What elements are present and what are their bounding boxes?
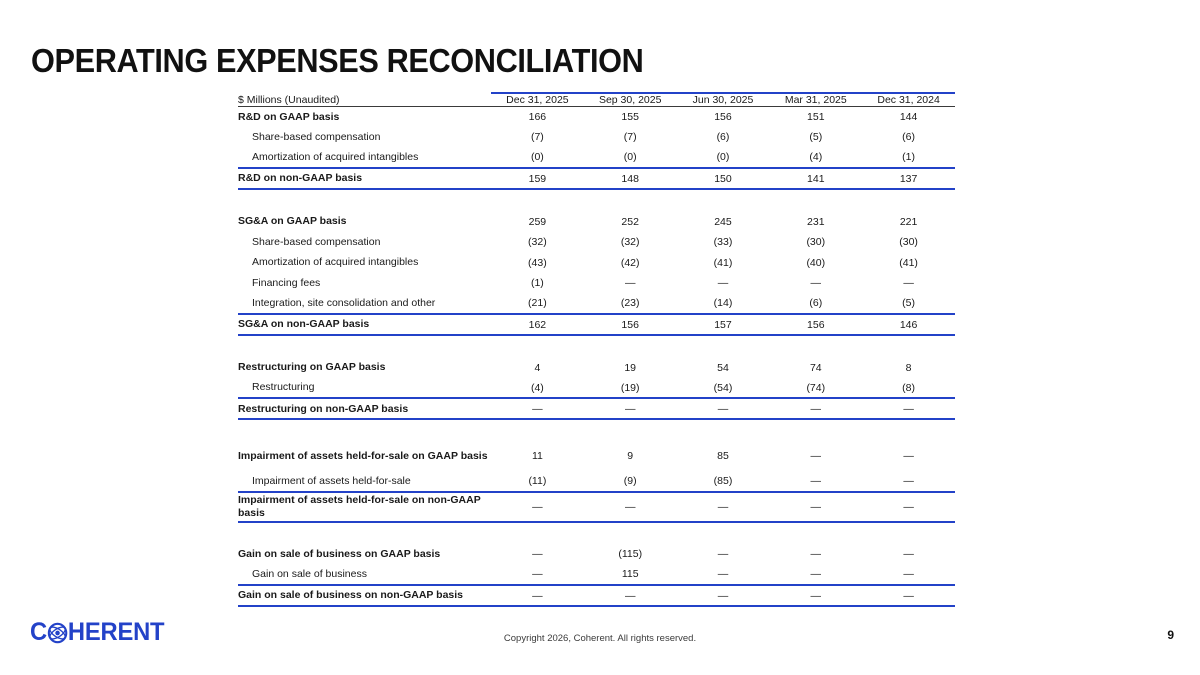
row-value: (1) bbox=[530, 277, 544, 290]
row-value: (6) bbox=[716, 131, 730, 144]
row-value: (19) bbox=[620, 381, 640, 394]
row-label: Financing fees bbox=[252, 276, 321, 289]
row-value: (32) bbox=[620, 236, 640, 249]
row-value: 148 bbox=[584, 168, 677, 189]
row-value: — bbox=[624, 277, 636, 290]
row-value: (33) bbox=[713, 236, 733, 249]
row-value: — bbox=[532, 548, 543, 561]
table-row bbox=[238, 252, 955, 273]
row-label: Gain on sale of business on GAAP basis bbox=[238, 547, 441, 560]
table-row bbox=[238, 357, 955, 378]
row-label: R&D on non-GAAP basis bbox=[238, 168, 491, 189]
table-row bbox=[238, 565, 955, 586]
row-label: Gain on sale of business on non-GAAP basis bbox=[238, 585, 491, 606]
row-label: Integration, site consolidation and other bbox=[252, 297, 436, 310]
row-value: (6) bbox=[809, 297, 823, 310]
row-value: 150 bbox=[677, 168, 770, 189]
row-value: — bbox=[769, 585, 862, 606]
table-spacer-row bbox=[238, 419, 955, 441]
row-value: 159 bbox=[491, 168, 584, 189]
row-value: (85) bbox=[713, 475, 733, 488]
table-spacer-row bbox=[238, 189, 955, 211]
reconciliation-table-container bbox=[238, 92, 955, 607]
row-value: 9 bbox=[627, 450, 634, 463]
row-value: — bbox=[903, 450, 914, 463]
row-value: — bbox=[769, 492, 862, 522]
row-value: — bbox=[862, 585, 955, 606]
row-value: — bbox=[903, 568, 914, 581]
row-value: — bbox=[677, 492, 770, 522]
row-label: Restructuring on non-GAAP basis bbox=[238, 398, 491, 419]
row-value: 259 bbox=[528, 215, 547, 228]
row-value: (5) bbox=[902, 297, 916, 310]
row-value: (30) bbox=[899, 236, 918, 249]
table-row bbox=[238, 232, 955, 253]
row-value: (41) bbox=[899, 256, 918, 269]
row-value: — bbox=[769, 398, 862, 419]
table-spacer-row bbox=[238, 522, 955, 544]
table-row bbox=[238, 294, 955, 315]
spacer-cell bbox=[238, 189, 955, 211]
row-value: 156 bbox=[584, 314, 677, 335]
row-value: (11) bbox=[528, 475, 547, 488]
row-value: (115) bbox=[618, 548, 643, 561]
row-value: 85 bbox=[717, 450, 729, 463]
row-label: Amortization of acquired intangibles bbox=[252, 151, 419, 164]
row-value: (1) bbox=[902, 151, 916, 164]
row-label: Gain on sale of business bbox=[252, 568, 367, 581]
row-value: 144 bbox=[899, 111, 918, 124]
row-value: 252 bbox=[621, 215, 639, 228]
row-value: (6) bbox=[902, 131, 916, 144]
row-value: — bbox=[810, 450, 822, 463]
row-value: (0) bbox=[623, 151, 637, 164]
row-value: — bbox=[532, 568, 543, 581]
column-header-period: Dec 31, 2025 bbox=[491, 93, 584, 107]
logo-text-after: HERENT bbox=[67, 617, 165, 646]
row-value: (8) bbox=[902, 381, 916, 394]
row-value: 11 bbox=[531, 450, 543, 463]
row-label: Share-based compensation bbox=[252, 235, 381, 248]
row-value: (5) bbox=[809, 131, 823, 144]
table-header-row bbox=[238, 93, 955, 107]
row-label: R&D on GAAP basis bbox=[238, 110, 340, 123]
table-row bbox=[238, 441, 955, 471]
row-label: Restructuring on GAAP basis bbox=[238, 361, 386, 374]
row-label: SG&A on GAAP basis bbox=[238, 215, 347, 228]
row-value: — bbox=[717, 277, 729, 290]
row-value: — bbox=[903, 277, 914, 290]
row-value: — bbox=[717, 568, 729, 581]
row-value: — bbox=[717, 548, 729, 561]
row-value: 54 bbox=[717, 361, 729, 374]
row-value: 141 bbox=[769, 168, 862, 189]
row-value: — bbox=[810, 475, 822, 488]
page-number: 9 bbox=[1167, 628, 1174, 642]
table-body bbox=[238, 93, 955, 606]
row-value: — bbox=[810, 277, 822, 290]
row-value: — bbox=[903, 475, 914, 488]
row-value: (4) bbox=[809, 151, 823, 164]
row-value: 4 bbox=[534, 361, 541, 374]
row-label: Restructuring bbox=[252, 381, 315, 394]
row-value: (21) bbox=[528, 297, 547, 310]
row-value: (4) bbox=[530, 381, 544, 394]
column-header-period: Dec 31, 2024 bbox=[862, 93, 955, 107]
row-value: — bbox=[491, 492, 584, 522]
row-value: — bbox=[862, 492, 955, 522]
table-row bbox=[238, 471, 955, 492]
column-header-label: $ Millions (Unaudited) bbox=[238, 93, 491, 107]
row-value: 156 bbox=[714, 111, 732, 124]
row-value: (0) bbox=[530, 151, 544, 164]
row-value: 155 bbox=[621, 111, 639, 124]
row-value: — bbox=[491, 585, 584, 606]
spacer-cell bbox=[238, 335, 955, 357]
row-value: — bbox=[584, 492, 677, 522]
row-value: — bbox=[584, 398, 677, 419]
row-value: (40) bbox=[806, 256, 826, 269]
copyright-notice: Copyright 2026, Coherent. All rights reserved. bbox=[503, 633, 697, 644]
row-value: 8 bbox=[905, 361, 912, 374]
table-row bbox=[238, 127, 955, 148]
row-value: 146 bbox=[862, 314, 955, 335]
row-value: 137 bbox=[862, 168, 955, 189]
row-label: Amortization of acquired intangibles bbox=[252, 256, 419, 269]
row-value: 221 bbox=[899, 215, 918, 228]
table-total-row bbox=[238, 398, 955, 419]
row-value: (9) bbox=[623, 475, 637, 488]
reconciliation-table bbox=[238, 92, 955, 607]
row-value: (43) bbox=[528, 256, 547, 269]
row-value: (14) bbox=[713, 297, 733, 310]
table-total-row bbox=[238, 492, 955, 522]
row-value: (74) bbox=[806, 381, 826, 394]
column-header-period: Sep 30, 2025 bbox=[584, 93, 677, 107]
row-value: — bbox=[677, 398, 770, 419]
row-value: 157 bbox=[677, 314, 770, 335]
table-row bbox=[238, 148, 955, 169]
column-header-period: Jun 30, 2025 bbox=[677, 93, 770, 107]
row-value: — bbox=[584, 585, 677, 606]
row-value: — bbox=[810, 568, 822, 581]
row-value: (42) bbox=[620, 256, 640, 269]
row-value: — bbox=[862, 398, 955, 419]
row-label: Impairment of assets held-for-sale on non-GAAP basis bbox=[238, 492, 491, 522]
row-value: 231 bbox=[807, 215, 825, 228]
row-value: (54) bbox=[713, 381, 733, 394]
column-header-period: Mar 31, 2025 bbox=[769, 93, 862, 107]
row-value: 162 bbox=[491, 314, 584, 335]
row-value: — bbox=[677, 585, 770, 606]
logo-text-before: C bbox=[30, 617, 47, 646]
row-value: (23) bbox=[620, 297, 640, 310]
row-value: 166 bbox=[528, 111, 547, 124]
row-value: 151 bbox=[807, 111, 825, 124]
row-label: Impairment of assets held-for-sale bbox=[252, 474, 411, 487]
table-total-row bbox=[238, 168, 955, 189]
row-value: — bbox=[903, 548, 914, 561]
table-row bbox=[238, 544, 955, 565]
row-value: — bbox=[810, 548, 822, 561]
row-value: (7) bbox=[623, 131, 637, 144]
page-title: OPERATING EXPENSES RECONCILIATION bbox=[31, 42, 644, 79]
spacer-cell bbox=[238, 522, 955, 544]
row-label: Share-based compensation bbox=[252, 130, 381, 143]
row-value: 19 bbox=[624, 361, 637, 374]
row-value: (32) bbox=[528, 236, 547, 249]
table-row bbox=[238, 211, 955, 232]
row-value: 156 bbox=[769, 314, 862, 335]
table-row bbox=[238, 273, 955, 294]
table-total-row bbox=[238, 314, 955, 335]
row-value: 245 bbox=[714, 215, 732, 228]
table-spacer-row bbox=[238, 335, 955, 357]
row-value: 74 bbox=[809, 361, 822, 374]
row-value: — bbox=[491, 398, 584, 419]
row-value: 115 bbox=[621, 568, 639, 581]
spacer-cell bbox=[238, 419, 955, 441]
row-value: (30) bbox=[806, 236, 826, 249]
row-label: SG&A on non-GAAP basis bbox=[238, 314, 491, 335]
row-value: (41) bbox=[713, 256, 733, 269]
table-row bbox=[238, 378, 955, 399]
row-value: (7) bbox=[530, 131, 544, 144]
row-label: Impairment of assets held-for-sale on GAAP basis bbox=[238, 450, 488, 463]
table-total-row bbox=[238, 585, 955, 606]
table-row bbox=[238, 107, 955, 128]
row-value: (0) bbox=[716, 151, 730, 164]
